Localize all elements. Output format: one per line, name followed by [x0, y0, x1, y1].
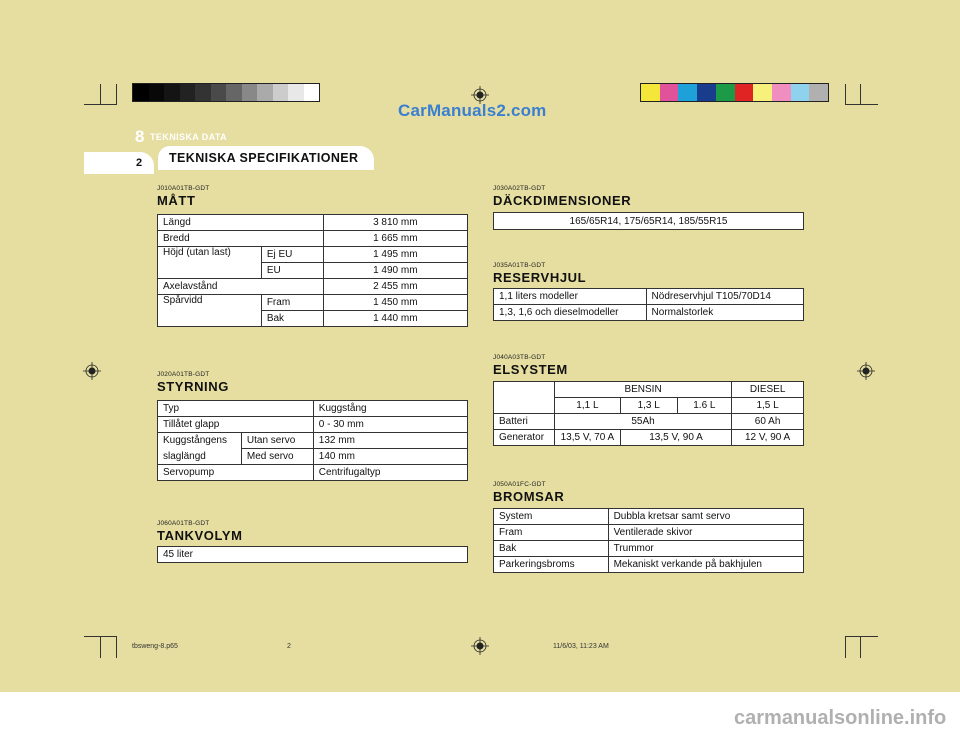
section-heading-dack: DÄCKDIMENSIONER — [493, 193, 632, 208]
crop-mark — [845, 636, 878, 637]
page-number: 2 — [136, 157, 143, 169]
styrning-table — [157, 400, 468, 481]
row-label: 1,3, 1,6 och dieselmodeller — [494, 305, 647, 321]
row-value: 1 665 mm — [323, 231, 467, 247]
row-value: Kuggstång — [313, 401, 467, 417]
section-code: J020A01TB-GDT — [157, 371, 210, 378]
row-label: Bredd — [158, 231, 324, 247]
tankvolym-table — [157, 546, 468, 563]
registration-mark-icon — [471, 637, 489, 655]
row-label: Längd — [158, 215, 324, 231]
row-label: Tillåtet glapp — [158, 417, 314, 433]
column-header-bensin: BENSIN — [554, 382, 731, 398]
row-value: 60 Ah — [732, 414, 804, 430]
row-label: Servopump — [158, 465, 314, 481]
crop-mark — [100, 636, 101, 658]
row-value: Ventilerade skivor — [608, 525, 803, 541]
row-value: Normalstorlek — [646, 305, 803, 321]
column-header: 1.6 L — [677, 398, 732, 414]
column-header: 1,1 L — [554, 398, 620, 414]
crop-mark — [84, 104, 117, 105]
section-code: J050A01FC-GDT — [493, 481, 546, 488]
row-label: Spårvidd — [158, 295, 262, 327]
row-value: 165/65R14, 175/65R14, 185/55R15 — [494, 213, 804, 230]
page-number-tab — [84, 152, 154, 174]
section-heading-bromsar: BROMSAR — [493, 489, 565, 504]
row-value: Nödreservhjul T105/70D14 — [646, 289, 803, 305]
crop-mark — [116, 636, 117, 658]
row-sublabel: Fram — [261, 295, 323, 311]
section-code: J040A03TB-GDT — [493, 354, 546, 361]
row-value: 0 - 30 mm — [313, 417, 467, 433]
chapter-title: TEKNISKA DATA — [150, 132, 228, 142]
reserv-table — [493, 288, 804, 321]
row-value: 140 mm — [313, 449, 467, 465]
row-label: Generator — [494, 430, 555, 446]
section-title: TEKNISKA SPECIFIKATIONER — [169, 151, 359, 165]
elsystem-table — [493, 381, 804, 446]
row-value: 2 455 mm — [323, 279, 467, 295]
row-label: Kuggstångens — [158, 433, 242, 449]
row-value: 1 440 mm — [323, 311, 467, 327]
bromsar-table — [493, 508, 804, 573]
crop-mark — [860, 636, 861, 658]
row-label: Fram — [494, 525, 609, 541]
registration-mark-icon — [83, 362, 101, 380]
empty-cell — [494, 382, 555, 414]
watermark-bottom: carmanualsonline.info — [734, 707, 947, 729]
section-code: J035A01TB-GDT — [493, 262, 546, 269]
row-sublabel: Bak — [261, 311, 323, 327]
row-value: 55Ah — [554, 414, 731, 430]
row-sublabel: Utan servo — [241, 433, 313, 449]
row-value: Mekaniskt verkande på bakhjulen — [608, 557, 803, 573]
column-header-diesel: DIESEL — [732, 382, 804, 398]
grayscale-bar — [132, 83, 320, 102]
section-heading-reserv: RESERVHJUL — [493, 270, 587, 285]
row-value: 132 mm — [313, 433, 467, 449]
registration-mark-icon — [857, 362, 875, 380]
section-heading-matt: MÅTT — [157, 193, 196, 208]
crop-mark — [845, 636, 846, 658]
row-value: 13,5 V, 70 A — [554, 430, 620, 446]
row-label: 1,1 liters modeller — [494, 289, 647, 305]
row-label: Batteri — [494, 414, 555, 430]
row-value: 1 490 mm — [323, 263, 467, 279]
section-heading-styrning: STYRNING — [157, 379, 229, 394]
section-code: J010A01TB-GDT — [157, 185, 210, 192]
dack-table — [493, 212, 804, 230]
column-header: 1,3 L — [620, 398, 677, 414]
section-code: J060A01TB-GDT — [157, 520, 210, 527]
row-label: Axelavstånd — [158, 279, 324, 295]
row-label: System — [494, 509, 609, 525]
row-value: 1 495 mm — [323, 247, 467, 263]
crop-mark — [860, 84, 861, 104]
row-value: Trummor — [608, 541, 803, 557]
section-heading-elsystem: ELSYSTEM — [493, 362, 568, 377]
crop-mark — [116, 84, 117, 104]
crop-mark — [845, 104, 878, 105]
row-label: Parkeringsbroms — [494, 557, 609, 573]
footer-timestamp: 11/6/03, 11:23 AM — [553, 643, 609, 650]
watermark-top: CarManuals2.com — [398, 101, 547, 120]
color-bar — [640, 83, 829, 102]
column-header: 1,5 L — [732, 398, 804, 414]
row-value: 3 810 mm — [323, 215, 467, 231]
row-sublabel: EU — [261, 263, 323, 279]
row-value: 12 V, 90 A — [732, 430, 804, 446]
row-value: Dubbla kretsar samt servo — [608, 509, 803, 525]
section-heading-tankvolym: TANKVOLYM — [157, 528, 243, 543]
matt-table — [157, 214, 468, 327]
row-label: Bak — [494, 541, 609, 557]
footer-page: 2 — [287, 643, 291, 650]
crop-mark — [845, 84, 846, 104]
row-value: 1 450 mm — [323, 295, 467, 311]
crop-mark — [100, 84, 101, 104]
chapter-number: 8 — [135, 127, 145, 146]
row-label: slaglängd — [158, 449, 242, 465]
row-value: 45 liter — [158, 547, 468, 563]
row-label: Typ — [158, 401, 314, 417]
section-code: J030A02TB-GDT — [493, 185, 546, 192]
row-label: Höjd (utan last) — [158, 247, 262, 279]
footer-filename: tbsweng-8.p65 — [132, 643, 178, 650]
row-sublabel: Med servo — [241, 449, 313, 465]
row-value: 13,5 V, 90 A — [620, 430, 731, 446]
row-value: Centrifugaltyp — [313, 465, 467, 481]
row-sublabel: Ej EU — [261, 247, 323, 263]
